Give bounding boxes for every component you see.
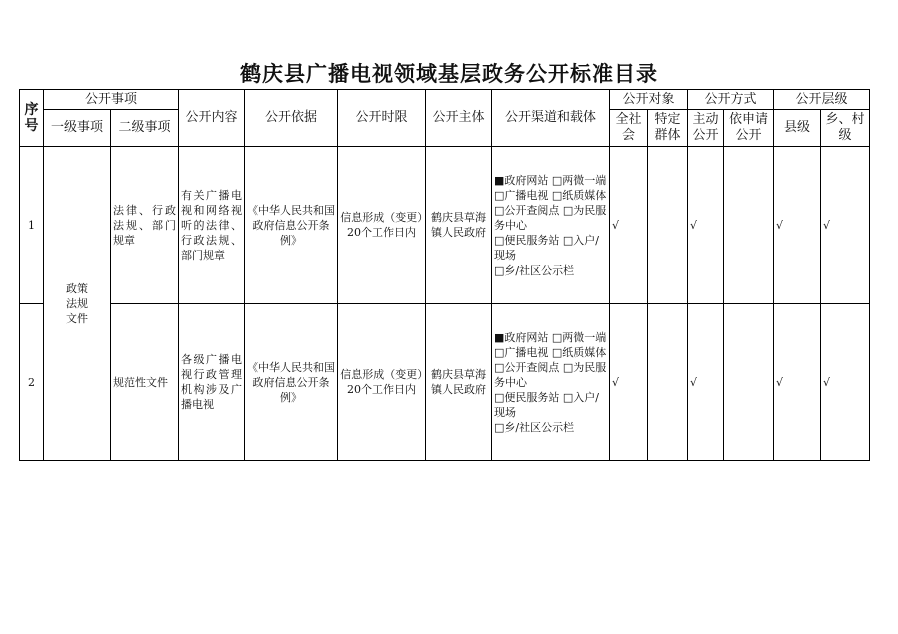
- row-subject: 鹤庆县草海镇人民政府: [426, 147, 492, 304]
- check-level-village: √: [821, 304, 870, 461]
- header-target-specific: 特定群体: [648, 110, 688, 147]
- header-channels: 公开渠道和载体: [492, 90, 610, 147]
- header-level2: 二级事项: [111, 110, 179, 147]
- channel-line: □便民服务站 □入户/现场: [494, 233, 599, 262]
- header-level: 公开层级: [774, 90, 870, 110]
- channel-line: ■政府网站 □两微一端: [494, 330, 607, 344]
- channel-line: □广播电视 □纸质媒体: [494, 188, 607, 202]
- header-subject: 公开主体: [426, 90, 492, 147]
- check-target-specific: [648, 304, 688, 461]
- header-level-village: 乡、村级: [821, 110, 870, 147]
- table-row: [20, 147, 870, 304]
- check-target-all: √: [610, 147, 648, 304]
- row-level2: 法律、行政法规、部门规章: [111, 147, 179, 304]
- row-basis: 《中华人民共和国政府信息公开条例》: [245, 304, 338, 461]
- row-subject: 鹤庆县草海镇人民政府: [426, 304, 492, 461]
- check-method-active: √: [688, 304, 724, 461]
- row-time-limit: 信息形成（变更）20个工作日内: [338, 147, 426, 304]
- row-content: 各级广播电视行政管理机构涉及广播电视: [179, 304, 245, 461]
- row-level2: 规范性文件: [111, 304, 179, 461]
- header-content: 公开内容: [179, 90, 245, 147]
- channel-line: □公开查阅点 □为民服务中心: [494, 203, 607, 232]
- row-seq: 1: [20, 147, 44, 304]
- channel-line: □乡/社区公示栏: [494, 420, 575, 434]
- header-level-county: 县级: [774, 110, 821, 147]
- channel-line: □便民服务站 □入户/现场: [494, 390, 599, 419]
- check-level-county: √: [774, 304, 821, 461]
- row-content: 有关广播电视和网络视听的法律、行政法规、部门规章: [179, 147, 245, 304]
- channel-line: ■政府网站 □两微一端: [494, 173, 607, 187]
- check-method-request: [724, 304, 774, 461]
- row-time-limit: 信息形成（变更）20个工作日内: [338, 304, 426, 461]
- header-seq: 序号: [20, 90, 44, 147]
- header-method-request: 依申请公开: [724, 110, 774, 147]
- header-disclosure-items: 公开事项: [44, 90, 179, 110]
- header-target: 公开对象: [610, 90, 688, 110]
- header-basis: 公开依据: [245, 90, 338, 147]
- check-level-county: √: [774, 147, 821, 304]
- header-method: 公开方式: [688, 90, 774, 110]
- header-level1: 一级事项: [44, 110, 111, 147]
- check-target-specific: [648, 147, 688, 304]
- check-method-request: [724, 147, 774, 304]
- table-row: [20, 304, 870, 461]
- row-basis: 《中华人民共和国政府信息公开条例》: [245, 147, 338, 304]
- header-target-all: 全社会: [610, 110, 648, 147]
- header-method-active: 主动公开: [688, 110, 724, 147]
- page-title: 鹤庆县广播电视领域基层政务公开标准目录: [240, 61, 658, 86]
- row-channels: [492, 147, 610, 304]
- channel-line: □公开查阅点 □为民服务中心: [494, 360, 607, 389]
- row-seq: 2: [20, 304, 44, 461]
- channel-line: □广播电视 □纸质媒体: [494, 345, 607, 359]
- check-level-village: √: [821, 147, 870, 304]
- level1-item: 政策法规文件: [44, 147, 111, 461]
- header-time-limit: 公开时限: [338, 90, 426, 147]
- check-target-all: √: [610, 304, 648, 461]
- channel-line: □乡/社区公示栏: [494, 263, 575, 277]
- check-method-active: √: [688, 147, 724, 304]
- row-channels: [492, 304, 610, 461]
- disclosure-table: [19, 89, 870, 461]
